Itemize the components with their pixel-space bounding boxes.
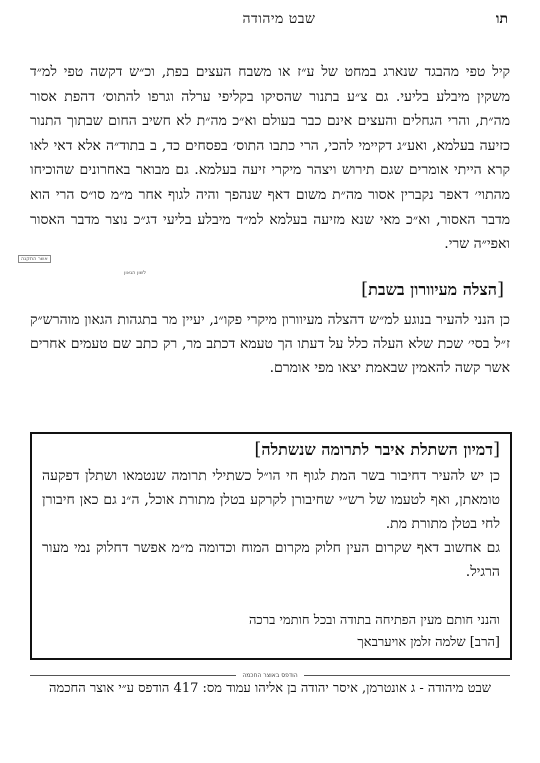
page-footer-citation: שבט מיהודה - ג אונטרמן, איסר יהודה בן אליהו עמוד מס: 417 הודפס ע״י אוצר החכמה [49,681,491,696]
margin-note-2: לשון הגאון [124,270,147,276]
signature-line: [הרב] שלמה זלמן אויערבאך [357,635,500,650]
box-heading-text: דמיון השתלת איבר לתרומה שנשתלה [261,440,493,459]
print-stamp: הודפס באוצר החכמה [242,672,298,679]
running-title: שבט מיהודה [242,10,316,27]
boxed-section [30,432,512,660]
box-heading: [דמיון השתלת איבר לתרומה שנשתלה] [254,439,500,460]
box-paragraph-2: גם אחשוב דאף שקרום העין חלוק מקרום המוח וכדומה מ״מ אפשר דחלוק נמי מעור הרגיל. [42,540,500,580]
page-number: תו [495,10,508,27]
section-heading: [הצלה מעיוורון בשבת] [361,279,504,300]
running-header [32,8,508,30]
body-paragraph-2: כן הנני להעיר בנוגע למ״ש דהצלה מעיוורון מיקרי פקו״נ, יעיין מר בתגהות הגאון מוהרש״ק ז״ל בסי׳ שכת שלא העלה כלל על דעתו הך טעמא דכתב מר, רק כתב שם טעמים אחרים אשר קשה להאמין שבאמת יצאו מפי אומרם. [30,312,510,376]
margin-note-1: אשר התקנה [18,255,51,263]
body-paragraph-1: קיל טפי מהבגד שנארג במחט של ע״ז או משבח העצים בפת, וכ״ש דקשה טפי למ״ד משקין מיבלע בליעי. גם צ״ע בתנור שהסיקו בקליפי ערלה וגרפו להתוס׳ דהפת אסור מה״ת, והרי הגחלים והעצים אינם כבר בעולם וא״כ מה״ת לא חשיב החום שבתוך התנור כזיעה בעלמא, ואע״ג דקיימי להכי, הרי כתבו התוס׳ בפסחים כד, ב בתוד״ה אלא דאי לאו קרא הייתי אומרים שגם תירוש ויצהר מיקרי זיעה בעלמא. גם מבואר באחרונים שהוכיחו מהתוי׳ דאפר נקברין אסור מה״ת משום דאף שנהפך והיה לגוף אחר מ״מ סו״ס הרי הוא מדבר האסור, וא״כ מאי שנא מזיעה בעלמא למ״ד מיבלע בליעי דג״כ נוצר מדבר האסור ואפי״ה שרי. [30,64,510,253]
closing-line: והנני חותם מעין הפתיחה בתודה ובכל חותמי ברכה [248,613,500,628]
footer-divider [30,672,510,679]
section-heading-text: הצלה מעיוורון בשבת [368,280,497,299]
box-paragraph-1: כן יש להעיר דחיבור בשר המת לגוף חי הו״ל כשתילי תרומה שנטמאו ושתלן דפקעה טומאתן, ואף לטעמו של רש״י שחיבורן לקרקע בטלן מתורת אוכל, ה״נ גם כאן חיבורן לחי בטלן מתורת מת. [42,468,500,532]
